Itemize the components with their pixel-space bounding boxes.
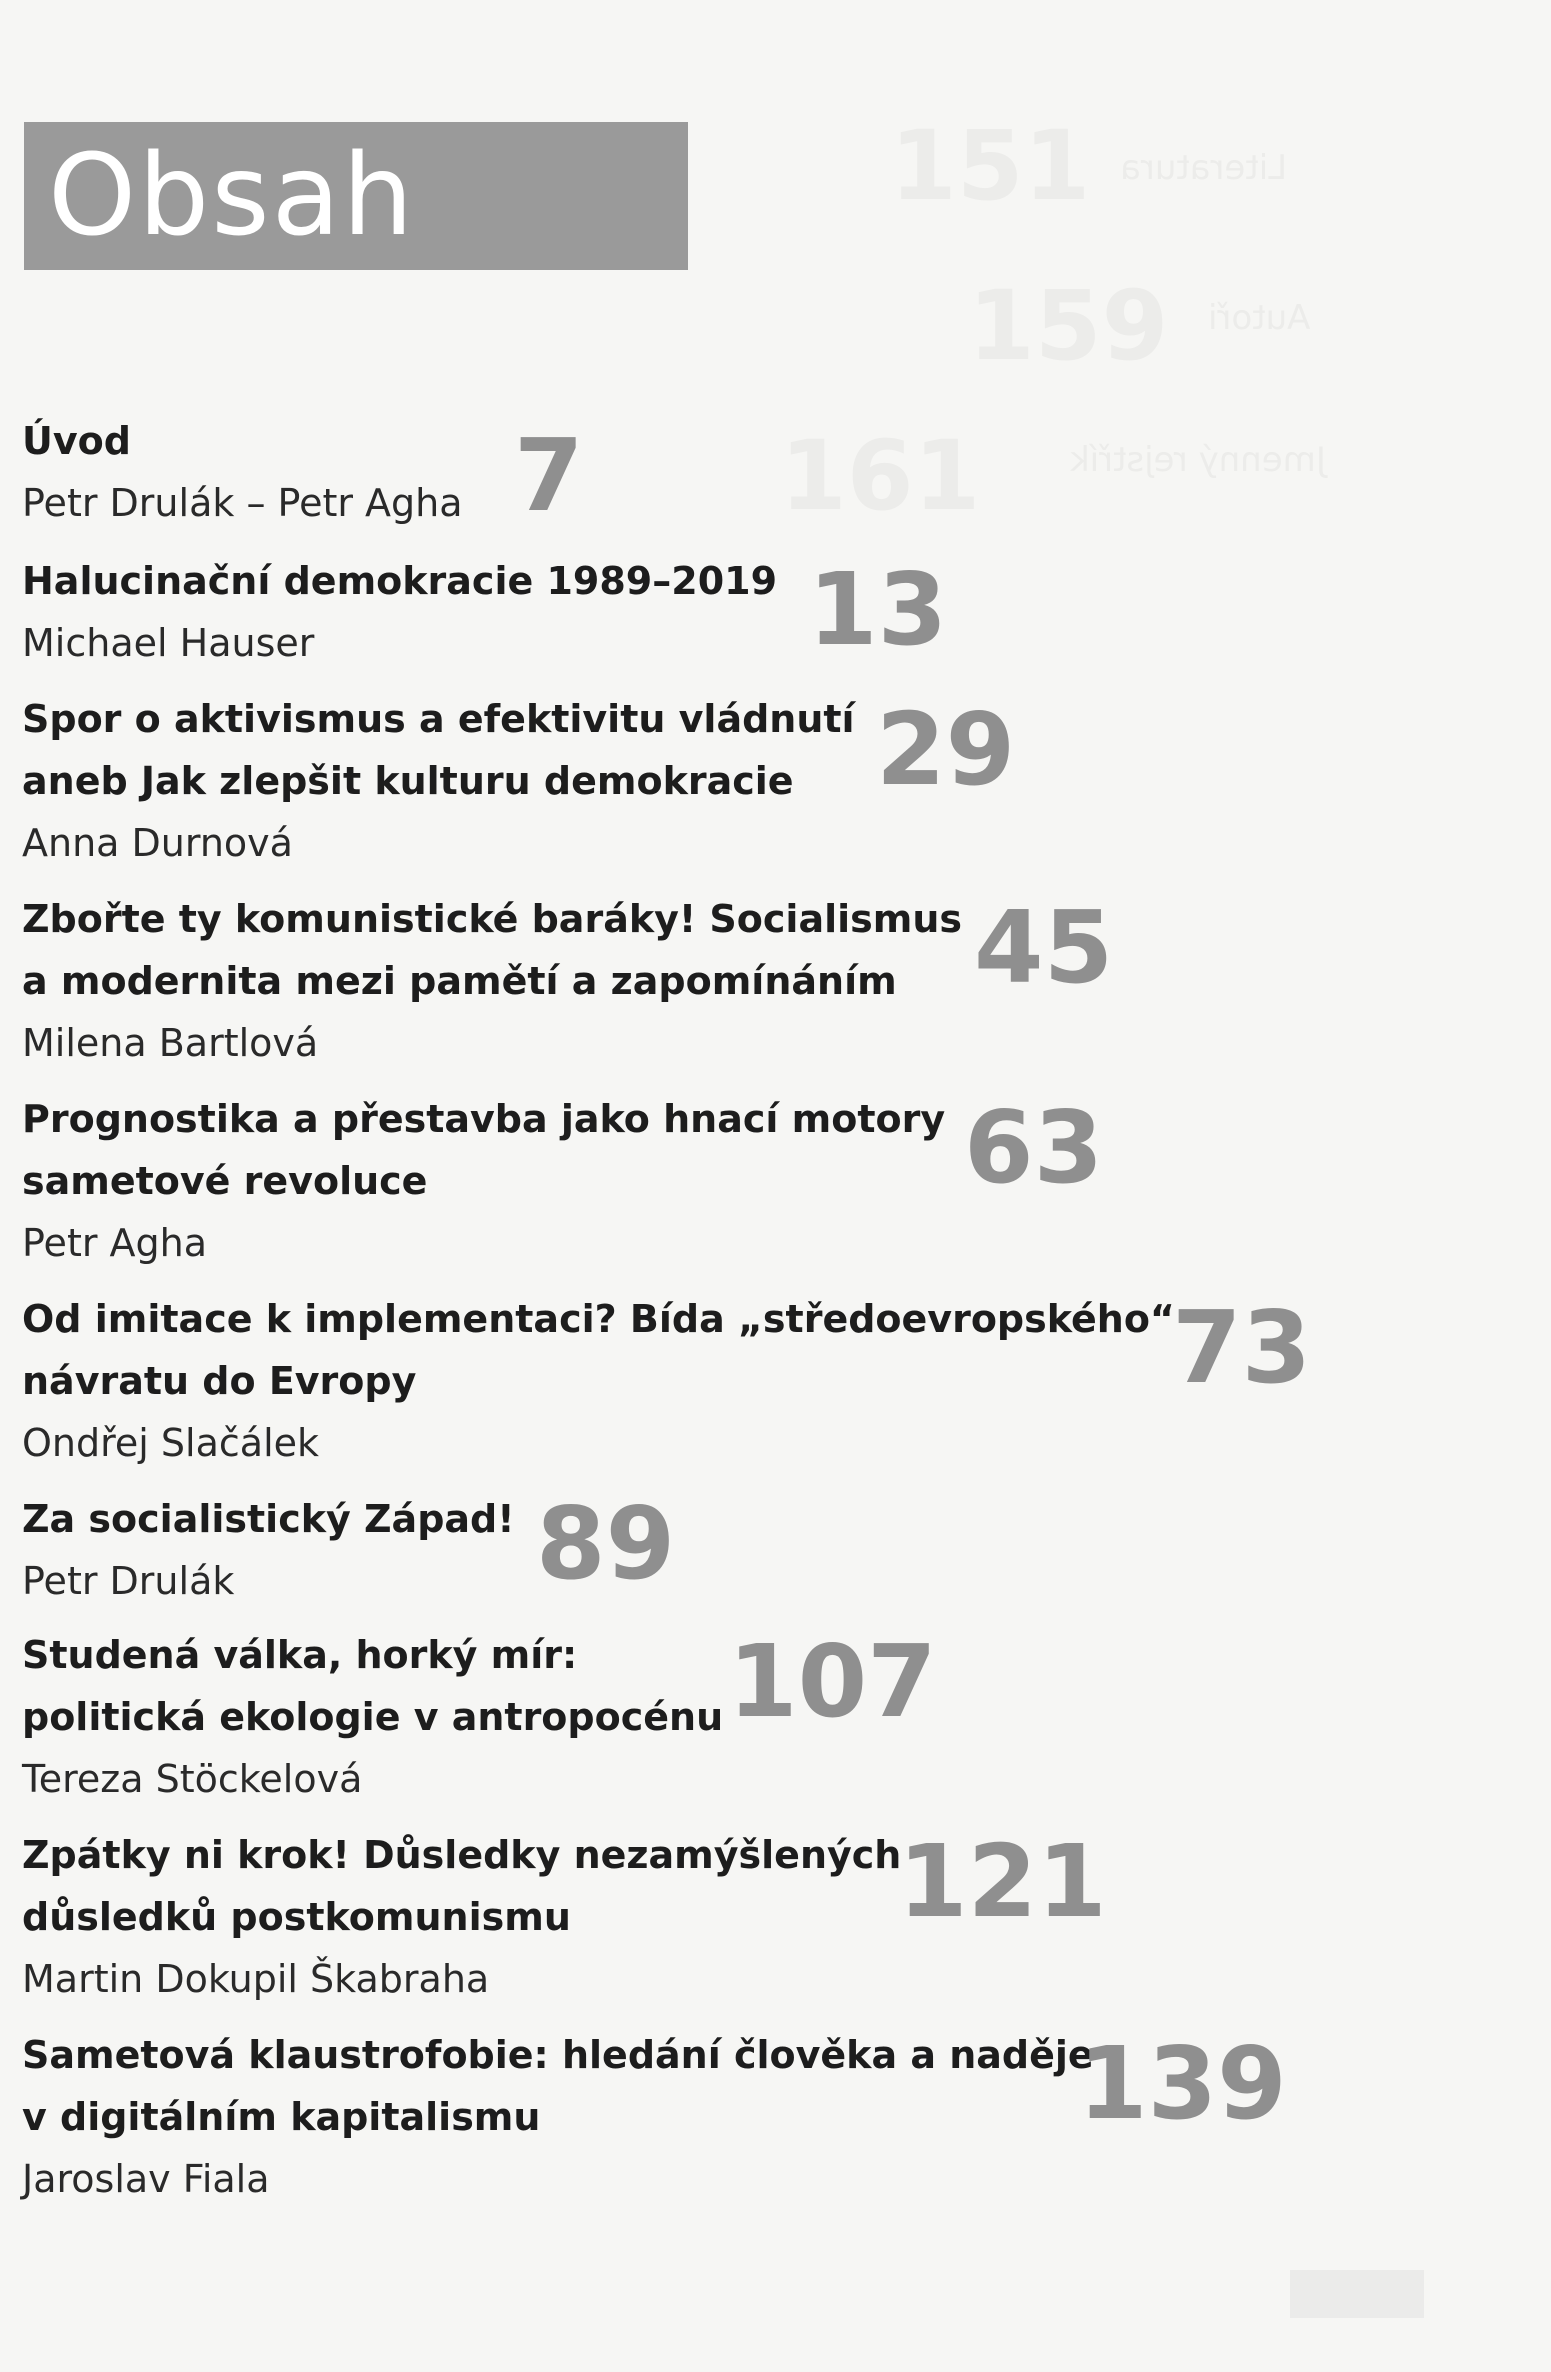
entry-title: sametové revoluce (22, 1159, 428, 1203)
entry-title: Za socialistický Západ! (22, 1497, 515, 1541)
entry-author: Petr Agha (22, 1221, 208, 1265)
entry-author: Milena Bartlová (22, 1021, 319, 1065)
toc-entry (22, 888, 962, 1074)
entry-title: Spor o aktivismus a efektivitu vládnutí (22, 697, 855, 741)
page-number: 139 (1078, 2025, 1287, 2142)
entry-title: Sametová klaustrofobie: hledání člověka a naděje (22, 2033, 1094, 2077)
entry-title: a modernita mezi pamětí a zapomínáním (22, 959, 897, 1003)
scan-smudge (1290, 2270, 1424, 2318)
entry-title: Od imitace k implementaci? Bída „středoevropského“ (22, 1297, 1175, 1341)
entry-author: Petr Drulák (22, 1559, 235, 1603)
entry-title: důsledků postkomunismu (22, 1895, 571, 1939)
show-through-number: 159 (968, 270, 1169, 382)
toc-entry (22, 410, 463, 534)
toc-entry (22, 1824, 901, 2010)
entry-author: Martin Dokupil Škabraha (22, 1957, 490, 2001)
page-number: 29 (876, 691, 1016, 808)
toc-entry (22, 550, 777, 674)
entry-title: Prognostika a přestavba jako hnací motory (22, 1097, 946, 1141)
entry-author: Petr Drulák – Petr Agha (22, 481, 463, 525)
entry-title: aneb Jak zlepšit kulturu demokracie (22, 759, 794, 803)
page-number: 121 (898, 1823, 1107, 1940)
entry-title: v digitálním kapitalismu (22, 2095, 541, 2139)
show-through-number: 151 (890, 110, 1091, 222)
entry-title: Úvod (22, 419, 131, 463)
toc-entry (22, 688, 855, 874)
show-through-number: 161 (780, 420, 981, 532)
show-through-label: Autoři (1208, 298, 1311, 338)
entry-title: Halucinační demokracie 1989–2019 (22, 559, 778, 603)
entry-title: návratu do Evropy (22, 1359, 417, 1403)
toc-entry (22, 1624, 723, 1810)
entry-author: Anna Durnová (22, 821, 293, 865)
entry-title: Studená válka, horký mír: (22, 1633, 578, 1677)
entry-title: politická ekologie v antropocénu (22, 1695, 724, 1739)
page-number: 45 (974, 889, 1114, 1006)
entry-author: Ondřej Slačálek (22, 1421, 320, 1465)
show-through-label: Literatura (1120, 148, 1288, 188)
entry-author: Tereza Stöckelová (22, 1757, 363, 1801)
page-number: 63 (964, 1089, 1104, 1206)
page-number: 89 (536, 1485, 676, 1602)
show-through-label: Jmenný rejstřík (1070, 440, 1326, 480)
entry-author: Michael Hauser (22, 621, 315, 665)
toc-entry (22, 1088, 945, 1274)
page-number: 73 (1172, 1289, 1312, 1406)
entry-author: Jaroslav Fiala (22, 2157, 270, 2201)
page-number: 7 (514, 417, 584, 534)
toc-entry (22, 1488, 515, 1612)
page-title: Obsah (48, 131, 416, 261)
page-number: 13 (808, 551, 948, 668)
toc-entry (22, 1288, 1175, 1474)
entry-title: Zpátky ni krok! Důsledky nezamýšlených (22, 1833, 902, 1877)
entry-title: Zbořte ty komunistické baráky! Socialismus (22, 897, 963, 941)
toc-entry (22, 2024, 1094, 2210)
page-number: 107 (728, 1623, 937, 1740)
